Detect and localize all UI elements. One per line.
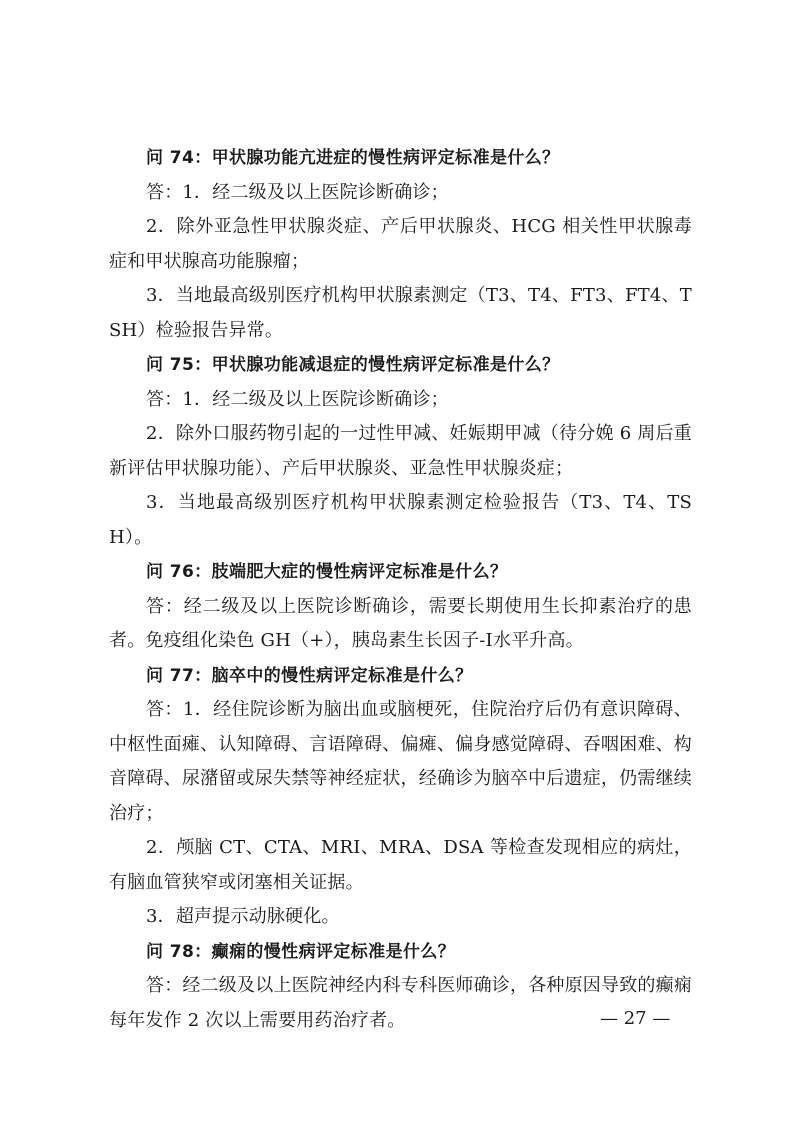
question-74: 问 74：甲状腺功能亢进症的慢性病评定标准是什么？	[146, 148, 560, 168]
question-78: 问 78：癫痫的慢性病评定标准是什么？	[146, 941, 456, 962]
answer-77-2: 2．颅脑 CT、CTA、MRI、MRA、DSA 等检查发现相应的病灶，有脑血管狭窄或闭塞相关证据。	[109, 837, 692, 893]
answer-76: 答：经二级及以上医院诊断确诊，需要长期使用生长抑素治疗的患者。免疫组化染色 GH（+），胰岛素生长因子-Ⅰ水平升高。	[109, 595, 692, 651]
answer-75-1: 答：1．经二级及以上医院诊断确诊；	[146, 388, 449, 410]
page-number: — 27 —	[600, 1008, 671, 1029]
question-76: 问 76：肢端肥大症的慢性病评定标准是什么？	[146, 562, 508, 582]
answer-77-1: 答：1．经住院诊断为脑出血或脑梗死，住院治疗后仍有意识障碍、中枢性面瘫、认知障碍、言语障碍、偏瘫、偏身感觉障碍、吞咽困难、构音障碍、尿潴留或尿失禁等神经症状，经确诊为脑卒中后遗症，仍需继续治疗；	[109, 699, 692, 824]
answer-74-1: 答：1．经二级及以上医院诊断确诊；	[146, 181, 449, 203]
answer-78: 答：经二级及以上医院神经内科专科医师确诊，各种原因导致的癫痫每年发作 2 次以上需要用药治疗者。	[109, 975, 692, 1031]
document-body	[109, 141, 692, 1038]
answer-74-2: 2．除外亚急性甲状腺炎症、产后甲状腺炎、HCG 相关性甲状腺毒症和甲状腺高功能腺瘤；	[109, 216, 692, 272]
answer-75-2: 2．除外口服药物引起的一过性甲减、妊娠期甲减（待分娩 6 周后重新评估甲状腺功能）、产后甲状腺炎、亚急性甲状腺炎症；	[109, 423, 692, 479]
answer-75-3: 3．当地最高级别医疗机构甲状腺素测定检验报告（T3、T4、TSH）。	[109, 492, 692, 548]
question-75: 问 75：甲状腺功能减退症的慢性病评定标准是什么？	[146, 355, 560, 375]
question-77: 问 77：脑卒中的慢性病评定标准是什么？	[146, 665, 473, 686]
answer-74-3: 3．当地最高级别医疗机构甲状腺素测定（T3、T4、FT3、FT4、TSH）检验报告异常。	[109, 285, 692, 341]
answer-77-3: 3．超声提示动脉硬化。	[146, 906, 340, 927]
